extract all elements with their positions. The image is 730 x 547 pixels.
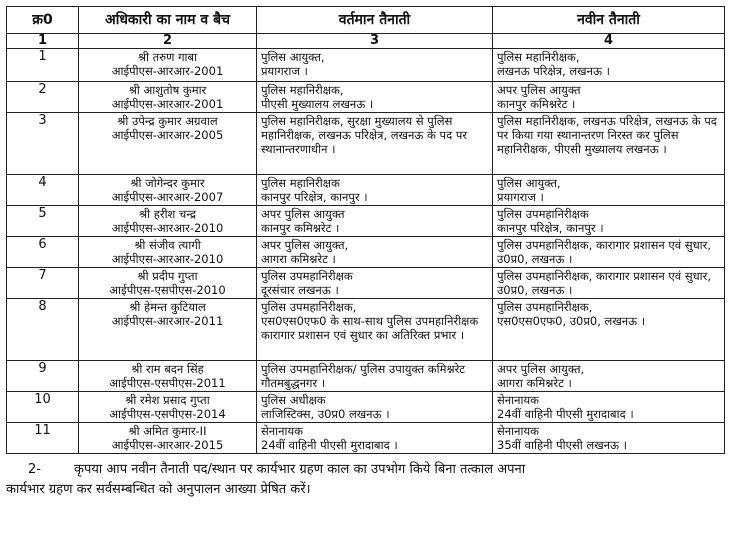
table-row — [7, 49, 725, 82]
header-current-posting: वर्तमान तैनाती — [257, 7, 493, 34]
officer-name: श्री अमित कुमार-II — [128, 424, 207, 438]
officer-name: श्री रमेश प्रसाद गुप्ता — [125, 393, 210, 407]
new-posting: सेनानायक 24वीं वाहिनी पीएसी मुरादाबाद । — [493, 392, 725, 423]
officer-batch: आईपीएस-आरआर-2001 — [111, 64, 224, 78]
table-row — [7, 299, 725, 361]
column-number: 3 — [257, 34, 493, 49]
note-line-2: कार्यभार ग्रहण कर सर्वसम्बन्धित को अनुपालन आख्या प्रेषित करें। — [6, 482, 311, 497]
officer-cell — [79, 82, 257, 113]
column-number: 1 — [7, 34, 79, 49]
column-number: 2 — [79, 34, 257, 49]
officer-cell — [79, 268, 257, 299]
current-posting: अपर पुलिस आयुक्त कानपुर कमिश्नरेट । — [257, 206, 493, 237]
officer-cell — [79, 361, 257, 392]
new-posting: पुलिस उपमहानिरीक्षक, कारागार प्रशासन एवं सुधार, उ0प्र0, लखनऊ । — [493, 268, 725, 299]
officer-cell — [79, 423, 257, 454]
officer-cell — [79, 206, 257, 237]
new-posting: पुलिस महानिरीक्षक, लखनऊ परिक्षेत्र, लखनऊ के पद पर किया गया स्थानान्तरण निरस्त कर पुलिस महानिरीक्षक, पीएसी मुख्यालय लखनऊ । — [493, 113, 725, 175]
officer-name: श्री हरीश चन्द्र — [138, 207, 196, 221]
new-posting: पुलिस उपमहानिरीक्षक कानपुर परिक्षेत्र, कानपुर । — [493, 206, 725, 237]
table-row — [7, 113, 725, 175]
serial-number: 10 — [7, 392, 79, 423]
table-row — [7, 175, 725, 206]
current-posting: अपर पुलिस आयुक्त, आगरा कमिश्नरेट । — [257, 237, 493, 268]
posting-rows — [7, 49, 725, 454]
officer-batch: आईपीएस-एसपीएस-2011 — [109, 376, 226, 390]
transfer-order-sheet — [6, 6, 724, 500]
current-posting: सेनानायक 24वीं वाहिनी पीएसी मुरादाबाद । — [257, 423, 493, 454]
officer-name: श्री आशुतोष कुमार — [128, 83, 207, 97]
note-number: 2- — [28, 462, 41, 477]
new-posting: अपर पुलिस आयुक्त कानपुर कमिश्नरेट । — [493, 82, 725, 113]
officer-batch: आईपीएस-आरआर-2015 — [111, 438, 224, 452]
new-posting: पुलिस आयुक्त, प्रयागराज । — [493, 175, 725, 206]
table-row — [7, 361, 725, 392]
officer-cell — [79, 175, 257, 206]
note-line-1: कृपया आप नवीन तैनाती पद/स्थान पर कार्यभार ग्रहण काल का उपभोग किये बिना तत्काल अपना — [74, 462, 526, 477]
officer-name: श्री राम बदन सिंह — [131, 362, 204, 376]
current-posting: पुलिस अधीक्षक लाजिस्टिक्स, उ0प्र0 लखनऊ । — [257, 392, 493, 423]
officer-batch: आईपीएस-आरआर-2007 — [111, 190, 224, 204]
current-posting: पुलिस महानिरीक्षक, पीएसी मुख्यालय लखनऊ । — [257, 82, 493, 113]
officer-name: श्री हेमन्त कुटियाल — [129, 300, 206, 314]
officer-name: श्री जोगेन्दर कुमार — [130, 176, 205, 190]
new-posting: सेनानायक 35वीं वाहिनी पीएसी लखनऊ । — [493, 423, 725, 454]
serial-number: 4 — [7, 175, 79, 206]
header-officer-name-batch: अधिकारी का नाम व बैच — [79, 7, 257, 34]
officer-name: श्री प्रदीप गुप्ता — [137, 269, 198, 283]
officer-batch: आईपीएस-आरआर-2010 — [111, 252, 224, 266]
officer-batch: आईपीएस-एसपीएस-2010 — [109, 283, 226, 297]
officer-batch: आईपीएस-आरआर-2001 — [111, 97, 224, 111]
posting-table — [6, 6, 725, 454]
officer-cell — [79, 299, 257, 361]
officer-cell — [79, 392, 257, 423]
current-posting: पुलिस उपमहानिरीक्षक दूरसंचार लखनऊ । — [257, 268, 493, 299]
column-number: 4 — [493, 34, 725, 49]
new-posting: पुलिस महानिरीक्षक, लखनऊ परिक्षेत्र, लखनऊ । — [493, 49, 725, 82]
instruction-note — [6, 460, 724, 500]
officer-name: श्री उपेन्द्र कुमार अग्रवाल — [117, 114, 218, 128]
header-serial: क्र0 — [7, 7, 79, 34]
new-posting: पुलिस उपमहानिरीक्षक, कारागार प्रशासन एवं सुधार, उ0प्र0, लखनऊ । — [493, 237, 725, 268]
serial-number: 9 — [7, 361, 79, 392]
serial-number: 2 — [7, 82, 79, 113]
table-row — [7, 423, 725, 454]
header-row — [7, 7, 725, 34]
serial-number: 8 — [7, 299, 79, 361]
new-posting: पुलिस उपमहानिरीक्षक, एस0एस0एफ0, उ0प्र0, लखनऊ । — [493, 299, 725, 361]
current-posting: पुलिस उपमहानिरीक्षक/ पुलिस उपायुक्त कमिश्नरेट गौतमबुद्धनगर । — [257, 361, 493, 392]
officer-batch: आईपीएस-आरआर-2010 — [111, 221, 224, 235]
officer-name: श्री संजीव त्यागी — [134, 238, 201, 252]
officer-name: श्री तरुण गाबा — [137, 50, 198, 64]
officer-cell — [79, 237, 257, 268]
table-row — [7, 206, 725, 237]
table-row — [7, 82, 725, 113]
serial-number: 5 — [7, 206, 79, 237]
officer-cell — [79, 113, 257, 175]
current-posting: पुलिस महानिरीक्षक, सुरक्षा मुख्यालय से पुलिस महानिरीक्षक, लखनऊ परिक्षेत्र, लखनऊ के पद पर स्थानान्तरणाधीन । — [257, 113, 493, 175]
officer-batch: आईपीएस-आरआर-2011 — [111, 314, 224, 328]
table-row — [7, 268, 725, 299]
serial-number: 7 — [7, 268, 79, 299]
current-posting: पुलिस आयुक्त, प्रयागराज । — [257, 49, 493, 82]
serial-number: 3 — [7, 113, 79, 175]
table-row — [7, 392, 725, 423]
officer-batch: आईपीएस-एसपीएस-2014 — [109, 407, 226, 421]
header-new-posting: नवीन तैनाती — [493, 7, 725, 34]
serial-number: 11 — [7, 423, 79, 454]
new-posting: अपर पुलिस आयुक्त, आगरा कमिश्नरेट । — [493, 361, 725, 392]
serial-number: 6 — [7, 237, 79, 268]
serial-number: 1 — [7, 49, 79, 82]
column-number-row — [7, 34, 725, 49]
table-row — [7, 237, 725, 268]
officer-cell — [79, 49, 257, 82]
current-posting: पुलिस महानिरीक्षक कानपुर परिक्षेत्र, कानपुर । — [257, 175, 493, 206]
current-posting: पुलिस उपमहानिरीक्षक, एस0एस0एफ0 के साथ-साथ पुलिस उपमहानिरीक्षक कारागार प्रशासन एवं सुधार का अतिरिक्त प्रभार । — [257, 299, 493, 361]
officer-batch: आईपीएस-आरआर-2005 — [111, 128, 224, 142]
